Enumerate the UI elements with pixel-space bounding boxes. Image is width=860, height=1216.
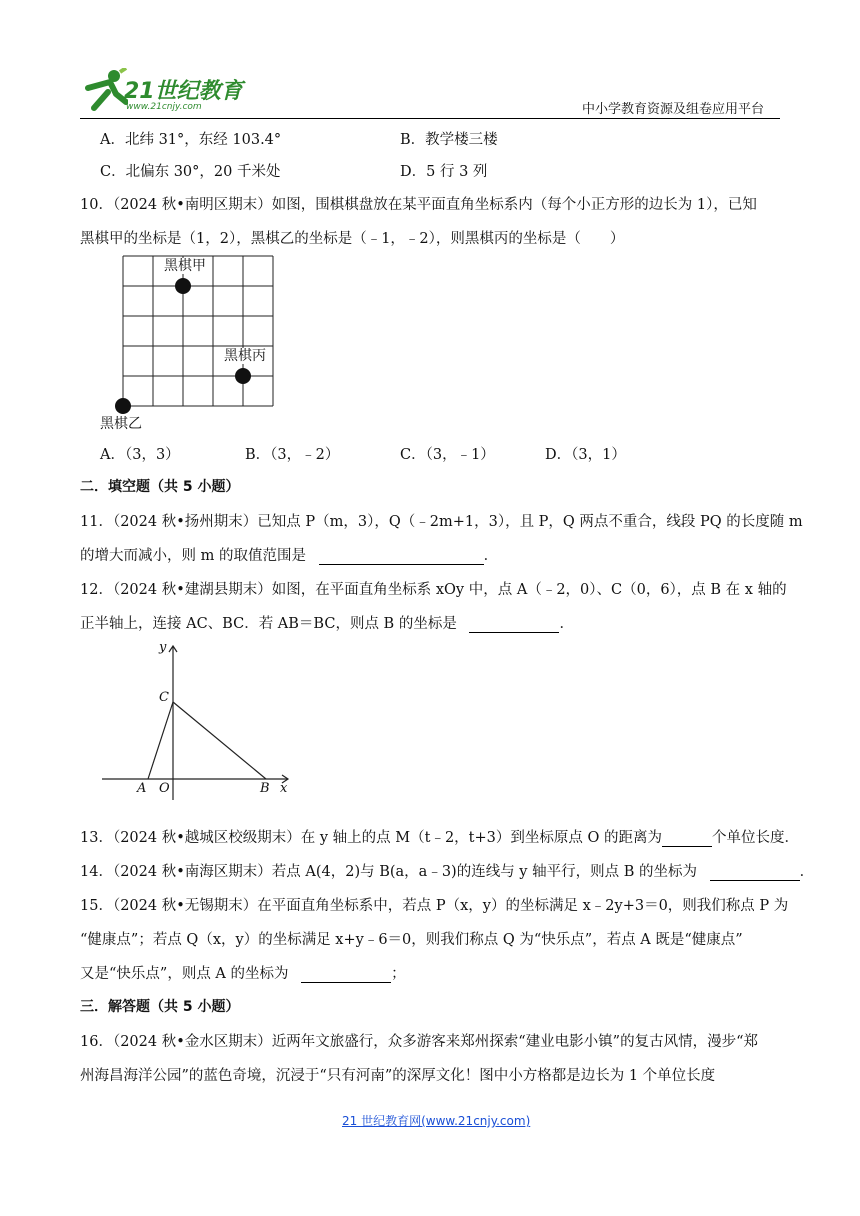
q15-line3-text: 又是“快乐点”，则点 A 的坐标为 (80, 966, 289, 982)
q9-option-a: A．北纬 31°，东经 103.4° (100, 132, 282, 148)
q14-answer-blank[interactable] (710, 866, 800, 881)
footer-link[interactable]: 21 世纪教育网(www.21cnjy.com) (342, 1114, 531, 1128)
fig-label-a: A (137, 781, 147, 796)
q12-line1: 12．（2024 秋•建湖县期末）如图，在平面直角坐标系 xOy 中，点 A（﹣2，0）、C（0，6），点 B 在 x 轴的 (80, 582, 787, 598)
q9-option-d: D．5 行 3 列 (400, 164, 488, 180)
header-divider (80, 118, 780, 119)
go-board-figure (100, 250, 300, 440)
q13-text: 13．（2024 秋•越城区校级期末）在 y 轴上的点 M（t﹣2，t+3）到坐标原点 O 的距离为 (80, 830, 662, 846)
runner-logo-icon (80, 68, 128, 112)
fig-label-x: x (280, 781, 288, 796)
stone-bing (235, 368, 251, 384)
q15-line1: 15．（2024 秋•无锡期末）在平面直角坐标系中，若点 P（x，y）的坐标满足 x﹣2y+3＝0，则我们称点 P 为 (80, 898, 789, 914)
q10-option-c: C．（3，﹣1） (400, 447, 495, 463)
q12-triangle-svg (100, 640, 300, 802)
q11-line2: 的增大而减小，则 m 的取值范围是 ． (80, 548, 499, 564)
logo-sub-text: www.21cnjy.com (126, 102, 202, 112)
q13-text-end: 个单位长度． (712, 830, 799, 846)
q10-option-a: A．（3，3） (100, 447, 180, 463)
fig-label-y: y (159, 640, 167, 655)
q15-line3: 又是“快乐点”，则点 A 的坐标为 ； (80, 966, 406, 982)
q12-answer-blank[interactable] (469, 618, 559, 633)
label-yi: 黑棋乙 (100, 416, 142, 432)
q12-line2: 正半轴上，连接 AC、BC．若 AB＝BC，则点 B 的坐标是 ． (80, 616, 574, 632)
label-jia: 黑棋甲 (164, 258, 206, 274)
logo (80, 66, 250, 114)
q9-option-c: C．北偏东 30°，20 千米处 (100, 164, 281, 180)
q10-line1: 10．（2024 秋•南明区期末）如图，围棋棋盘放在某平面直角坐标系内（每个小正方形的边长为 1），已知 (80, 197, 757, 213)
platform-title: 中小学教育资源及组卷应用平台 (582, 102, 765, 117)
q16-line1: 16．（2024 秋•金水区期末）近两年文旅盛行，众多游客来郑州探索“建业电影小镇”的复古风情，漫步“郑 (80, 1034, 758, 1050)
q10-option-d: D．（3，1） (545, 447, 626, 463)
q12-figure (100, 640, 300, 802)
q9-option-b: B．教学楼三楼 (400, 132, 498, 148)
q14-text: 14．（2024 秋•南海区期末）若点 A(4，2)与 B(a，a﹣3)的连线与 y 轴平行，则点 B 的坐标为 (80, 864, 697, 880)
q11-line2-text: 的增大而减小，则 m 的取值范围是 (80, 548, 306, 564)
q10-option-b: B．（3，﹣2） (245, 447, 340, 463)
q15-line2: “健康点”；若点 Q（x，y）的坐标满足 x+y﹣6＝0，则我们称点 Q 为“快乐点”，若点 A 既是“健康点” (80, 932, 743, 948)
section-answer-title: 三．解答题（共 5 小题） (80, 999, 240, 1015)
q10-line2: 黑棋甲的坐标是（1，2），黑棋乙的坐标是（﹣1，﹣2），则黑棋丙的坐标是（ ） (80, 231, 625, 247)
go-board-svg (100, 250, 300, 440)
q16-line2: 州海昌海洋公园”的蓝色奇境，沉浸于“只有河南”的深厚文化！图中小方格都是边长为 1 个单位长度 (80, 1068, 716, 1084)
q13-line (80, 826, 799, 847)
label-bing: 黑棋丙 (224, 348, 266, 364)
fig-label-b: B (260, 781, 270, 796)
logo-main-text: 21世纪教育 (124, 79, 243, 104)
fig-label-c: C (159, 690, 169, 705)
q12-line2-text: 正半轴上，连接 AC、BC．若 AB＝BC，则点 B 的坐标是 (80, 616, 457, 632)
q11-line1: 11．（2024 秋•扬州期末）已知点 P（m，3），Q（﹣2m+1，3），且 P，Q 两点不重合，线段 PQ 的长度随 m (80, 514, 803, 530)
q11-answer-blank[interactable] (319, 550, 484, 565)
q13-answer-blank[interactable] (662, 832, 712, 847)
stone-jia (175, 278, 191, 294)
section-fill-blank-title: 二．填空题（共 5 小题） (80, 479, 240, 495)
q15-answer-blank[interactable] (301, 968, 391, 983)
fig-label-o: O (159, 781, 170, 796)
stone-yi (115, 398, 131, 414)
q14-line: 14．（2024 秋•南海区期末）若点 A(4，2)与 B(a，a﹣3)的连线与 y 轴平行，则点 B 的坐标为 ． (80, 864, 815, 880)
